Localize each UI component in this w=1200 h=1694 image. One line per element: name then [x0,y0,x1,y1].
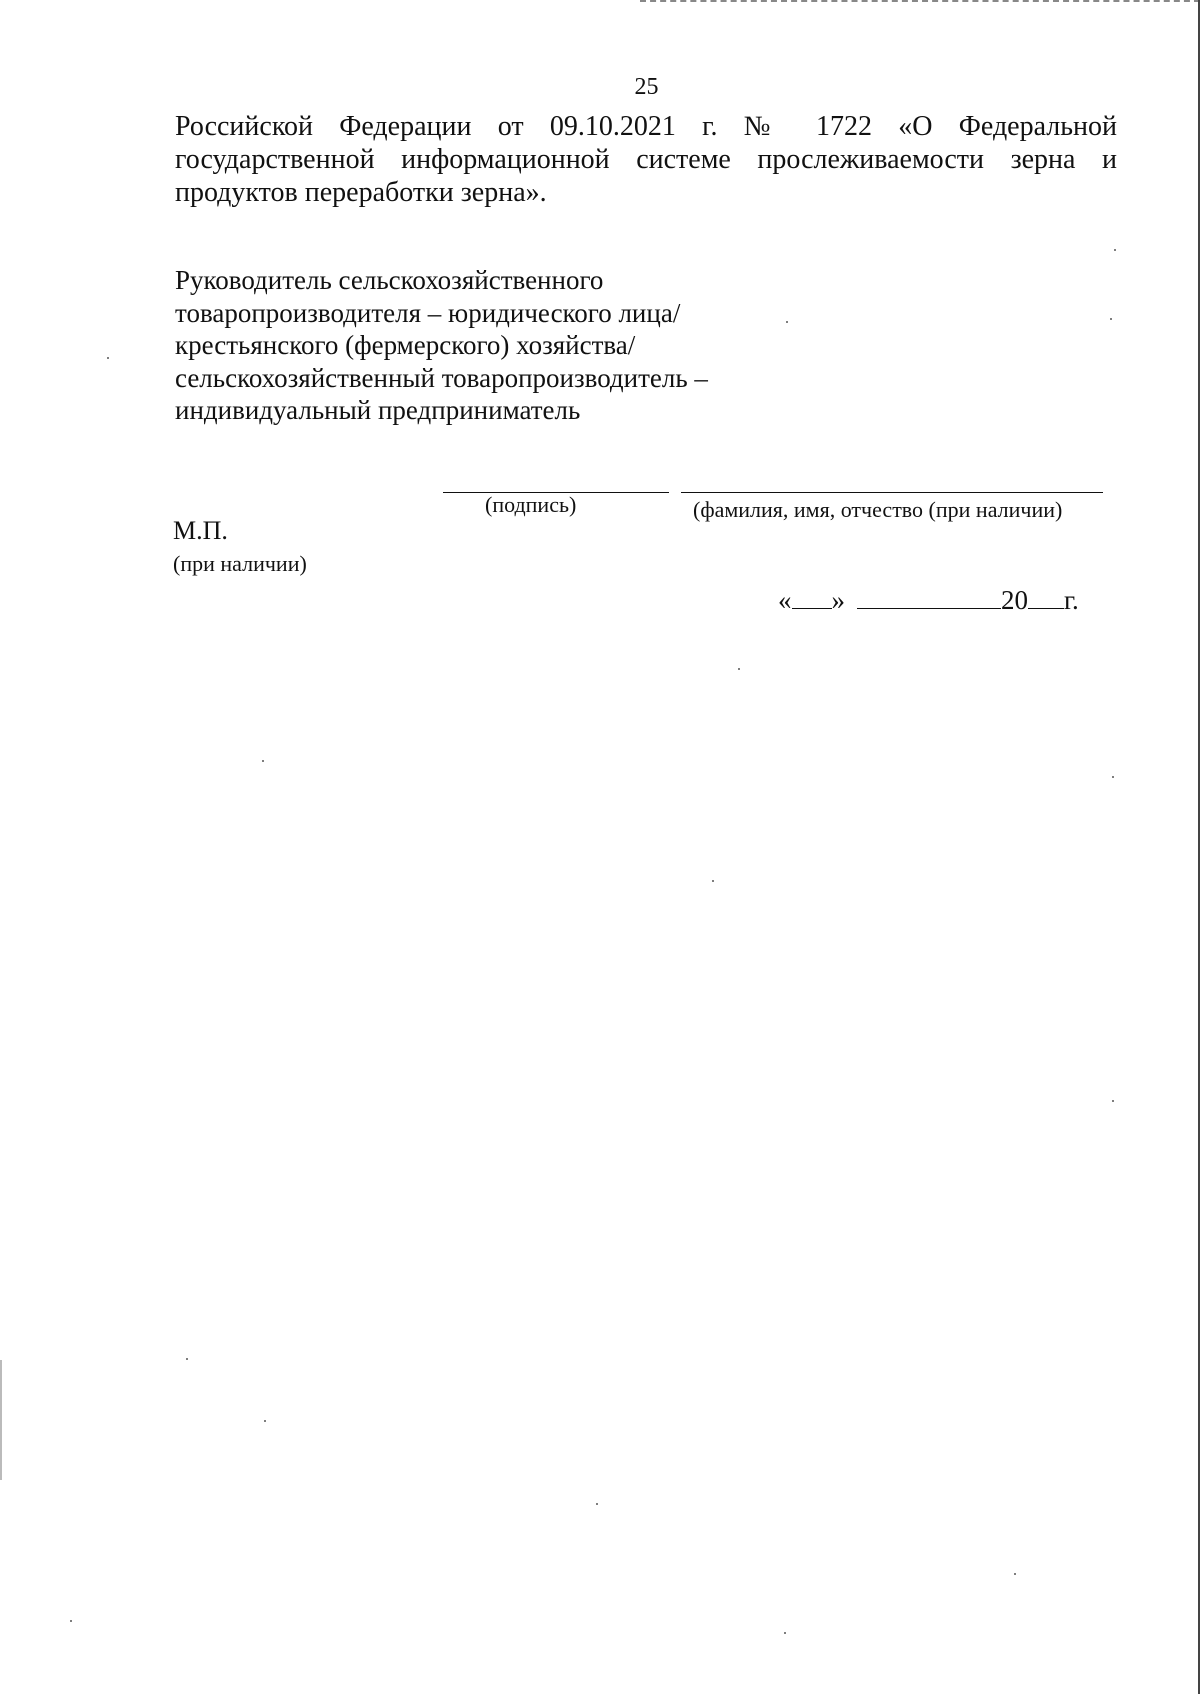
date-close-quote: » [831,585,845,615]
signature-caption: (подпись) [485,492,577,517]
stamp-note: (при наличии) [173,551,307,576]
intro-line: государственной информационной системе прослеживаемости зерна и [175,144,1117,175]
scan-speck [784,1632,786,1634]
date-open-quote: « [778,585,792,615]
date-year-blank [1028,586,1064,609]
role-line: крестьянского (фермерского) хозяйства/ [175,330,636,360]
scan-edge-top [640,0,1200,4]
role-line: индивидуальный предприниматель [175,395,581,425]
scan-speck [738,668,740,670]
date-day-blank [792,586,832,609]
scan-speck [1110,318,1112,320]
date-month-blank [857,586,1001,609]
scan-speck [1114,249,1116,251]
role-line: сельскохозяйственный товаропроизводитель – [175,362,708,393]
scan-speck [186,1358,188,1360]
full-name-caption: (фамилия, имя, отчество (при наличии) [693,497,1063,522]
full-name-line [681,492,1103,493]
stamp-label: М.П. [173,516,228,545]
intro-line: Российской Федерации от 09.10.2021 г. № 1722 «О Федеральной [175,111,1117,142]
intro-paragraph [175,110,1117,209]
scan-speck [1112,1100,1114,1102]
scan-speck [712,880,714,882]
role-line: Руководитель сельскохозяйственного [175,265,604,295]
scan-speck [262,760,264,762]
scan-speck [107,357,109,359]
scan-speck [786,321,788,323]
scan-speck [1014,1573,1016,1575]
signatory-role [175,264,708,427]
page-number: 25 [634,74,659,100]
date-year-suffix: г. [1064,585,1079,615]
intro-line: продуктов переработки зерна». [175,177,547,208]
scan-speck [264,1420,266,1422]
role-line: товаропроизводителя – юридического лица/ [175,297,681,328]
date-line [778,585,1079,616]
scan-edge-left [0,1360,2,1480]
scan-speck [596,1503,598,1505]
scan-speck [70,1620,72,1622]
date-century: 20 [1001,585,1028,615]
scan-speck [1112,776,1114,778]
